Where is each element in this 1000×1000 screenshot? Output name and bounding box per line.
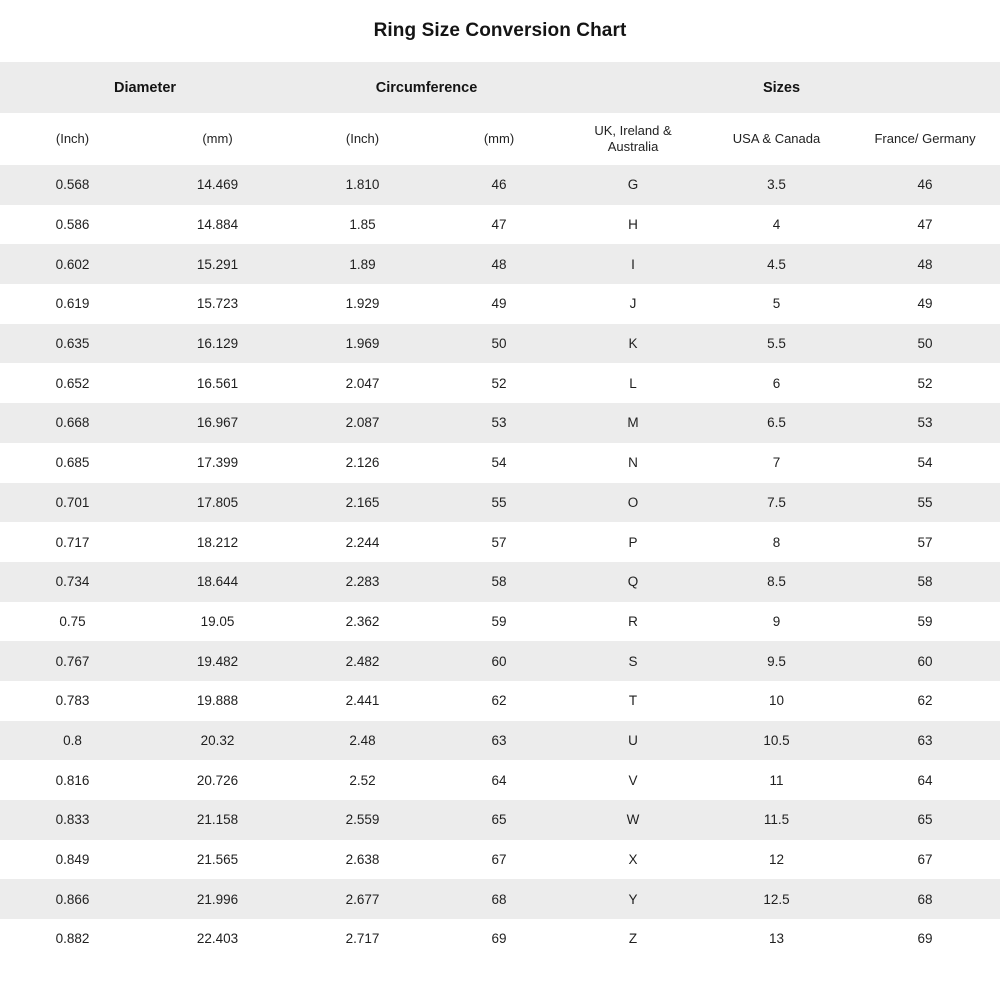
cell-size-france-germany: 57: [917, 534, 933, 550]
cell-size-uk: I: [631, 256, 635, 272]
table-row: [0, 165, 1000, 205]
table-row: [0, 522, 1000, 562]
cell-diameter-mm: 20.32: [200, 732, 235, 748]
cell-circumference-mm: 68: [491, 891, 507, 907]
cell-size-uk: T: [628, 693, 638, 709]
cell-size-usa: 10.5: [763, 732, 790, 748]
cell-circumference-mm: 48: [491, 256, 507, 272]
column-header-diameter-mm: (mm): [202, 130, 233, 146]
cell-diameter-mm: 16.129: [196, 336, 239, 352]
table-row: [0, 284, 1000, 324]
cell-diameter-inch: 0.586: [55, 217, 90, 233]
cell-circumference-inch: 1.929: [345, 296, 380, 312]
table-row: [0, 562, 1000, 602]
cell-size-france-germany: 63: [917, 732, 933, 748]
cell-diameter-inch: 0.568: [55, 177, 90, 193]
cell-circumference-inch: 2.126: [345, 455, 380, 471]
table-row: [0, 403, 1000, 443]
cell-circumference-inch: 2.441: [345, 693, 380, 709]
column-header-usa-canada: USA & Canada: [732, 130, 821, 146]
cell-size-usa: 11.5: [763, 812, 790, 828]
cell-size-usa: 13: [769, 931, 785, 947]
cell-diameter-mm: 20.726: [196, 772, 239, 788]
cell-diameter-mm: 21.158: [196, 812, 239, 828]
cell-circumference-inch: 1.810: [345, 177, 380, 193]
cell-circumference-mm: 65: [491, 812, 507, 828]
cell-size-france-germany: 58: [917, 574, 933, 590]
cell-circumference-inch: 2.677: [345, 891, 380, 907]
cell-diameter-inch: 0.75: [59, 613, 86, 629]
cell-diameter-inch: 0.816: [55, 772, 90, 788]
column-header-circumference-mm: (mm): [483, 130, 515, 146]
table-row: [0, 205, 1000, 245]
ring-size-table: [0, 62, 1000, 959]
cell-size-uk: H: [628, 217, 638, 233]
cell-size-france-germany: 54: [917, 455, 933, 471]
cell-diameter-mm: 14.884: [196, 217, 239, 233]
cell-size-usa: 10: [769, 693, 785, 709]
cell-diameter-mm: 18.212: [196, 534, 239, 550]
cell-circumference-mm: 55: [491, 494, 507, 510]
cell-diameter-mm: 17.805: [196, 494, 239, 510]
sub-header-row: [0, 113, 1000, 165]
cell-size-usa: 8: [772, 534, 781, 550]
cell-size-usa: 11: [769, 772, 784, 788]
cell-circumference-inch: 2.165: [345, 494, 380, 510]
cell-circumference-mm: 54: [491, 455, 507, 471]
cell-diameter-mm: 21.996: [196, 891, 239, 907]
group-header-diameter: Diameter: [113, 79, 177, 96]
group-header-row: [0, 62, 1000, 113]
table-row: [0, 919, 1000, 959]
cell-diameter-mm: 19.482: [196, 653, 239, 669]
table-row: [0, 244, 1000, 284]
cell-size-uk: J: [629, 296, 637, 312]
cell-circumference-inch: 2.482: [345, 653, 380, 669]
cell-size-uk: X: [628, 852, 638, 868]
cell-diameter-inch: 0.882: [55, 931, 90, 947]
table-row: [0, 840, 1000, 880]
cell-circumference-mm: 50: [491, 336, 507, 352]
cell-size-france-germany: 60: [917, 653, 933, 669]
table-row: [0, 363, 1000, 403]
cell-circumference-inch: 2.244: [345, 534, 380, 550]
cell-circumference-inch: 1.85: [349, 217, 376, 233]
cell-size-usa: 4: [772, 217, 781, 233]
cell-circumference-mm: 46: [491, 177, 507, 193]
cell-size-france-germany: 47: [917, 217, 933, 233]
cell-size-usa: 3.5: [767, 177, 786, 193]
cell-diameter-inch: 0.602: [55, 256, 90, 272]
page-title: Ring Size Conversion Chart: [373, 20, 627, 41]
column-header-circumference-inch: (Inch): [345, 130, 380, 146]
cell-size-france-germany: 49: [917, 296, 933, 312]
cell-size-france-germany: 65: [917, 812, 933, 828]
cell-size-usa: 8.5: [767, 574, 786, 590]
cell-size-france-germany: 68: [917, 891, 933, 907]
cell-circumference-inch: 2.047: [345, 375, 380, 391]
cell-size-usa: 7.5: [767, 494, 786, 510]
table-body: [0, 165, 1000, 959]
cell-diameter-mm: 16.967: [196, 415, 239, 431]
table-row: [0, 324, 1000, 364]
cell-circumference-mm: 59: [491, 613, 507, 629]
cell-diameter-mm: 19.05: [200, 613, 235, 629]
cell-circumference-inch: 2.638: [345, 852, 380, 868]
cell-diameter-inch: 0.652: [55, 375, 90, 391]
cell-diameter-mm: 19.888: [196, 693, 239, 709]
cell-diameter-mm: 21.565: [196, 852, 239, 868]
column-header-france-germany: France/ Germany: [874, 130, 976, 146]
cell-circumference-mm: 52: [491, 375, 507, 391]
cell-diameter-inch: 0.685: [55, 455, 90, 471]
cell-size-france-germany: 48: [917, 256, 933, 272]
cell-size-usa: 7: [772, 455, 781, 471]
cell-size-france-germany: 59: [917, 613, 933, 629]
cell-size-uk: Q: [627, 574, 639, 590]
cell-diameter-inch: 0.619: [55, 296, 90, 312]
cell-circumference-inch: 2.52: [349, 772, 376, 788]
cell-size-usa: 9: [772, 613, 781, 629]
cell-circumference-mm: 57: [491, 534, 507, 550]
cell-circumference-inch: 1.89: [349, 256, 376, 272]
table-head: [0, 62, 1000, 165]
cell-circumference-inch: 2.362: [345, 613, 380, 629]
cell-size-uk: V: [628, 772, 638, 788]
cell-diameter-mm: 15.291: [196, 256, 239, 272]
cell-circumference-mm: 58: [491, 574, 507, 590]
cell-circumference-inch: 2.717: [345, 931, 380, 947]
table-row: [0, 602, 1000, 642]
table-row: [0, 681, 1000, 721]
cell-diameter-mm: 14.469: [196, 177, 239, 193]
cell-circumference-mm: 67: [491, 852, 507, 868]
cell-diameter-mm: 16.561: [196, 375, 239, 391]
cell-diameter-inch: 0.849: [55, 852, 90, 868]
cell-circumference-inch: 1.969: [345, 336, 380, 352]
table-row: [0, 641, 1000, 681]
cell-size-france-germany: 69: [917, 931, 933, 947]
cell-size-france-germany: 67: [917, 852, 933, 868]
cell-diameter-mm: 17.399: [196, 455, 239, 471]
group-header-circumference: Circumference: [375, 79, 478, 96]
cell-diameter-inch: 0.783: [55, 693, 90, 709]
cell-size-france-germany: 50: [917, 336, 933, 352]
table-row: [0, 879, 1000, 919]
cell-size-usa: 12.5: [763, 891, 790, 907]
cell-diameter-mm: 18.644: [196, 574, 239, 590]
cell-circumference-mm: 69: [491, 931, 507, 947]
cell-size-uk: Y: [628, 891, 638, 907]
table-row: [0, 800, 1000, 840]
cell-size-uk: N: [628, 455, 638, 471]
table-row: [0, 483, 1000, 523]
cell-size-uk: R: [628, 613, 638, 629]
group-header-sizes: Sizes: [762, 79, 801, 96]
cell-diameter-inch: 0.668: [55, 415, 90, 431]
cell-size-uk: Z: [628, 931, 638, 947]
cell-size-france-germany: 64: [917, 772, 933, 788]
cell-circumference-mm: 64: [491, 772, 507, 788]
cell-size-usa: 12: [769, 852, 785, 868]
cell-diameter-inch: 0.767: [55, 653, 90, 669]
cell-circumference-mm: 63: [491, 732, 507, 748]
cell-size-uk: L: [629, 375, 637, 391]
cell-size-france-germany: 52: [917, 375, 933, 391]
cell-size-france-germany: 55: [917, 494, 933, 510]
cell-circumference-inch: 2.559: [345, 812, 380, 828]
cell-size-uk: M: [627, 415, 639, 431]
cell-size-uk: O: [627, 494, 639, 510]
table-row: [0, 443, 1000, 483]
cell-size-uk: U: [628, 732, 638, 748]
cell-diameter-inch: 0.833: [55, 812, 90, 828]
cell-circumference-mm: 62: [491, 693, 507, 709]
cell-size-france-germany: 46: [917, 177, 933, 193]
cell-diameter-mm: 15.723: [196, 296, 239, 312]
cell-circumference-mm: 47: [491, 217, 507, 233]
cell-circumference-mm: 60: [491, 653, 507, 669]
cell-size-france-germany: 62: [917, 693, 933, 709]
cell-size-uk: W: [626, 812, 640, 828]
cell-circumference-mm: 53: [491, 415, 507, 431]
cell-diameter-inch: 0.734: [55, 574, 90, 590]
cell-circumference-mm: 49: [491, 296, 507, 312]
table-row: [0, 760, 1000, 800]
cell-diameter-inch: 0.717: [55, 534, 90, 550]
cell-size-usa: 4.5: [767, 256, 786, 272]
cell-size-uk: S: [628, 653, 638, 669]
column-header-diameter-inch: (Inch): [55, 130, 90, 146]
cell-size-france-germany: 53: [917, 415, 933, 431]
cell-size-usa: 6: [772, 375, 781, 391]
cell-diameter-mm: 22.403: [196, 931, 239, 947]
column-header-uk-ireland-australia: UK, Ireland & Australia: [594, 122, 672, 154]
cell-circumference-inch: 2.48: [349, 732, 376, 748]
cell-circumference-inch: 2.087: [345, 415, 380, 431]
cell-diameter-inch: 0.866: [55, 891, 90, 907]
table-row: [0, 721, 1000, 761]
cell-size-usa: 9.5: [767, 653, 786, 669]
cell-size-usa: 6.5: [767, 415, 786, 431]
cell-diameter-inch: 0.635: [55, 336, 90, 352]
cell-size-uk: P: [628, 534, 638, 550]
cell-size-usa: 5: [772, 296, 781, 312]
cell-size-usa: 5.5: [767, 336, 786, 352]
cell-size-uk: G: [627, 177, 639, 193]
cell-diameter-inch: 0.701: [55, 494, 90, 510]
cell-size-uk: K: [628, 336, 638, 352]
cell-circumference-inch: 2.283: [345, 574, 380, 590]
cell-diameter-inch: 0.8: [63, 732, 82, 748]
